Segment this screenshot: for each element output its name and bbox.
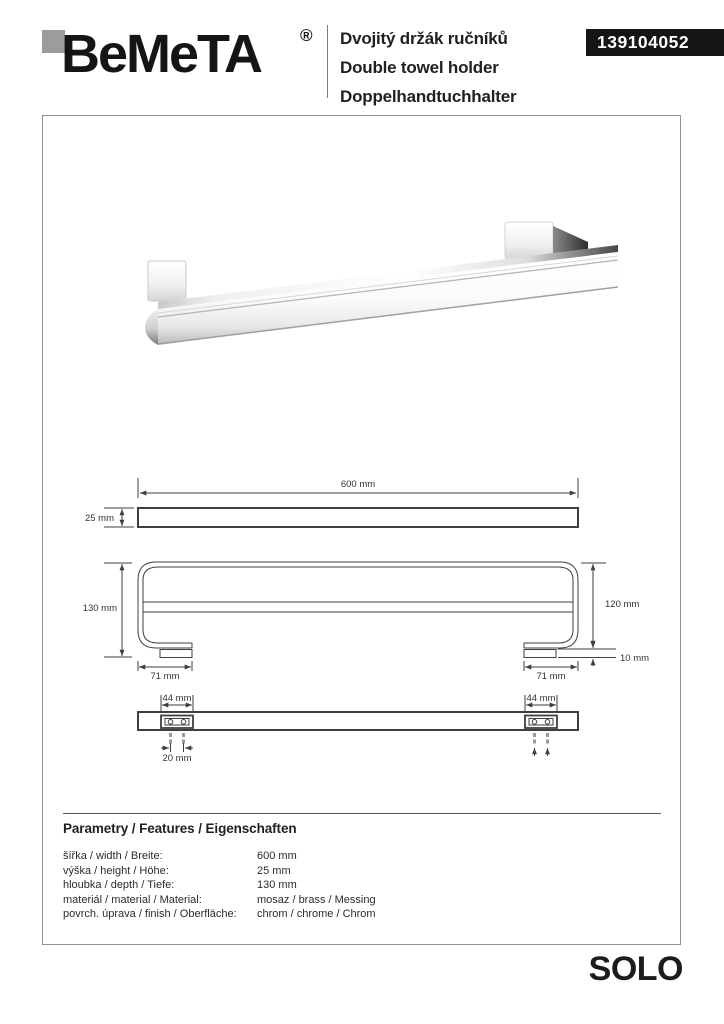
brand-logo: BeMeTA <box>61 24 262 84</box>
parameter-value: mosaz / brass / Messing <box>257 893 376 906</box>
parameters-table <box>63 849 376 922</box>
parameter-row <box>63 878 376 893</box>
parameter-value: 25 mm <box>257 864 291 877</box>
product-title-en: Double towel holder <box>340 58 499 77</box>
parameters-divider <box>63 813 661 814</box>
header-divider <box>327 25 328 98</box>
bar-end-cap <box>145 309 158 345</box>
dim-screw-spacing-20: 20 mm <box>162 753 192 764</box>
parameter-value: chrom / chrome / Chrom <box>257 908 376 921</box>
dim-bar-depth-120: 120 mm <box>605 599 640 610</box>
parameters-heading: Parametry / Features / Eigenschaften <box>63 821 297 836</box>
dim-depth-130: 130 mm <box>82 603 117 614</box>
right-wall-mount <box>505 222 553 259</box>
towel-holder-photo <box>145 222 618 345</box>
parameter-value: 130 mm <box>257 879 297 892</box>
parameter-value: 600 mm <box>257 850 297 862</box>
product-title-de: Doppelhandtuchhalter <box>340 87 517 106</box>
registered-trademark-icon: ® <box>300 26 313 45</box>
product-photo <box>140 195 640 370</box>
dim-arm-right-71: 71 mm <box>536 671 566 682</box>
left-wall-mount <box>148 261 186 301</box>
technical-drawings <box>60 455 680 775</box>
product-titles <box>340 24 516 111</box>
parameter-row <box>63 893 376 908</box>
dim-width-600: 600 mm <box>340 479 376 490</box>
parameter-label: výška / height / Höhe: <box>63 864 169 877</box>
parameter-label: povrch. úprava / finish / Oberfläche: <box>63 908 237 921</box>
dim-plate-right-44: 44 mm <box>526 693 556 704</box>
parameter-row <box>63 849 376 864</box>
dim-height-25: 25 mm <box>84 513 114 524</box>
parameter-label: materiál / material / Material: <box>63 893 202 906</box>
product-title-cs: Dvojitý držák ručníků <box>340 29 508 48</box>
dim-plate-offset-10: 10 mm <box>620 653 650 664</box>
parameter-label: šířka / width / Breite: <box>63 850 163 862</box>
product-code-badge: 139104052 <box>586 29 724 56</box>
parameter-row <box>63 864 376 879</box>
depth-view-drawing <box>104 562 616 671</box>
dim-arm-left-71: 71 mm <box>150 671 180 682</box>
dim-plate-left-44: 44 mm <box>162 693 192 704</box>
parameter-row <box>63 907 376 922</box>
series-name: SOLO <box>588 950 683 988</box>
parameter-label: hloubka / depth / Tiefe: <box>63 879 175 892</box>
mount-view-drawing <box>138 695 578 756</box>
